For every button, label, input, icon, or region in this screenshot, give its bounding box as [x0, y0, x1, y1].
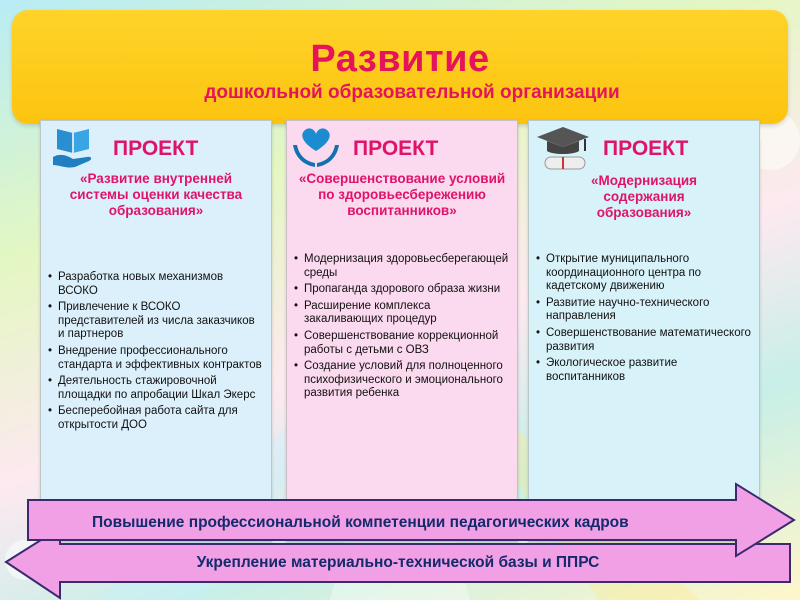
project-title-3: «Модернизация содержания образования» [590, 173, 698, 220]
arrow-bottom-text: Укрепление материально-технической базы и ППРС [196, 554, 600, 571]
list-item: • Разработка новых механизмов ВСОКО [47, 271, 263, 298]
list-item: • Пропаганда здорового образа жизни [293, 283, 509, 297]
project-card-1 [40, 120, 272, 542]
list-item: • Бесперебойная работа сайта для открытости ДОО [47, 405, 263, 432]
project-card-2 [286, 120, 518, 542]
list-item: • Открытие муниципального координационного центра по кадетскому движению [535, 253, 751, 294]
list-item: • Деятельность стажировочной площадки по апробации Шкал Экерс [47, 375, 263, 402]
slide-title: Развитие [310, 38, 490, 80]
graduation-cap-icon [533, 121, 597, 179]
project-title-2: «Совершенствование условий по здоровьесбережению воспитанников» [298, 171, 506, 218]
slide-header [12, 10, 788, 124]
list-item: • Создание условий для полноценного психофизического и эмоционального развития ребенка [293, 360, 509, 401]
list-item: • Внедрение профессионального стандарта и эффективных контрактов [47, 345, 263, 372]
book-in-hand-icon [49, 123, 99, 171]
project-list-1 [47, 271, 263, 436]
arrow-top-text: Повышение профессиональной компетенции педагогических кадров [92, 514, 629, 531]
heart-in-hands-icon [289, 123, 343, 173]
list-item: • Привлечение к ВСОКО представителей из числа заказчиков и партнеров [47, 301, 263, 342]
list-item: • Совершенствование математического развития [535, 327, 751, 354]
list-item: • Развитие научно-технического направления [535, 297, 751, 324]
project-label-2: ПРОЕКТ [353, 137, 439, 160]
project-label-1: ПРОЕКТ [113, 137, 199, 160]
list-item: • Расширение комплекса закаливающих процедур [293, 300, 509, 327]
project-title-1: «Развитие внутренней системы оценки качества образования» [69, 171, 243, 218]
project-list-2 [293, 253, 509, 404]
slide-subtitle: дошкольной образовательной организации [204, 82, 620, 103]
list-item: • Совершенствование коррекционной работы с детьми с ОВЗ [293, 330, 509, 357]
project-card-3 [528, 120, 760, 542]
list-item: • Экологическое развитие воспитанников [535, 357, 751, 384]
project-label-3: ПРОЕКТ [603, 137, 689, 160]
project-list-3 [535, 253, 751, 387]
list-item: • Модернизация здоровьесберегающей среды [293, 253, 509, 280]
